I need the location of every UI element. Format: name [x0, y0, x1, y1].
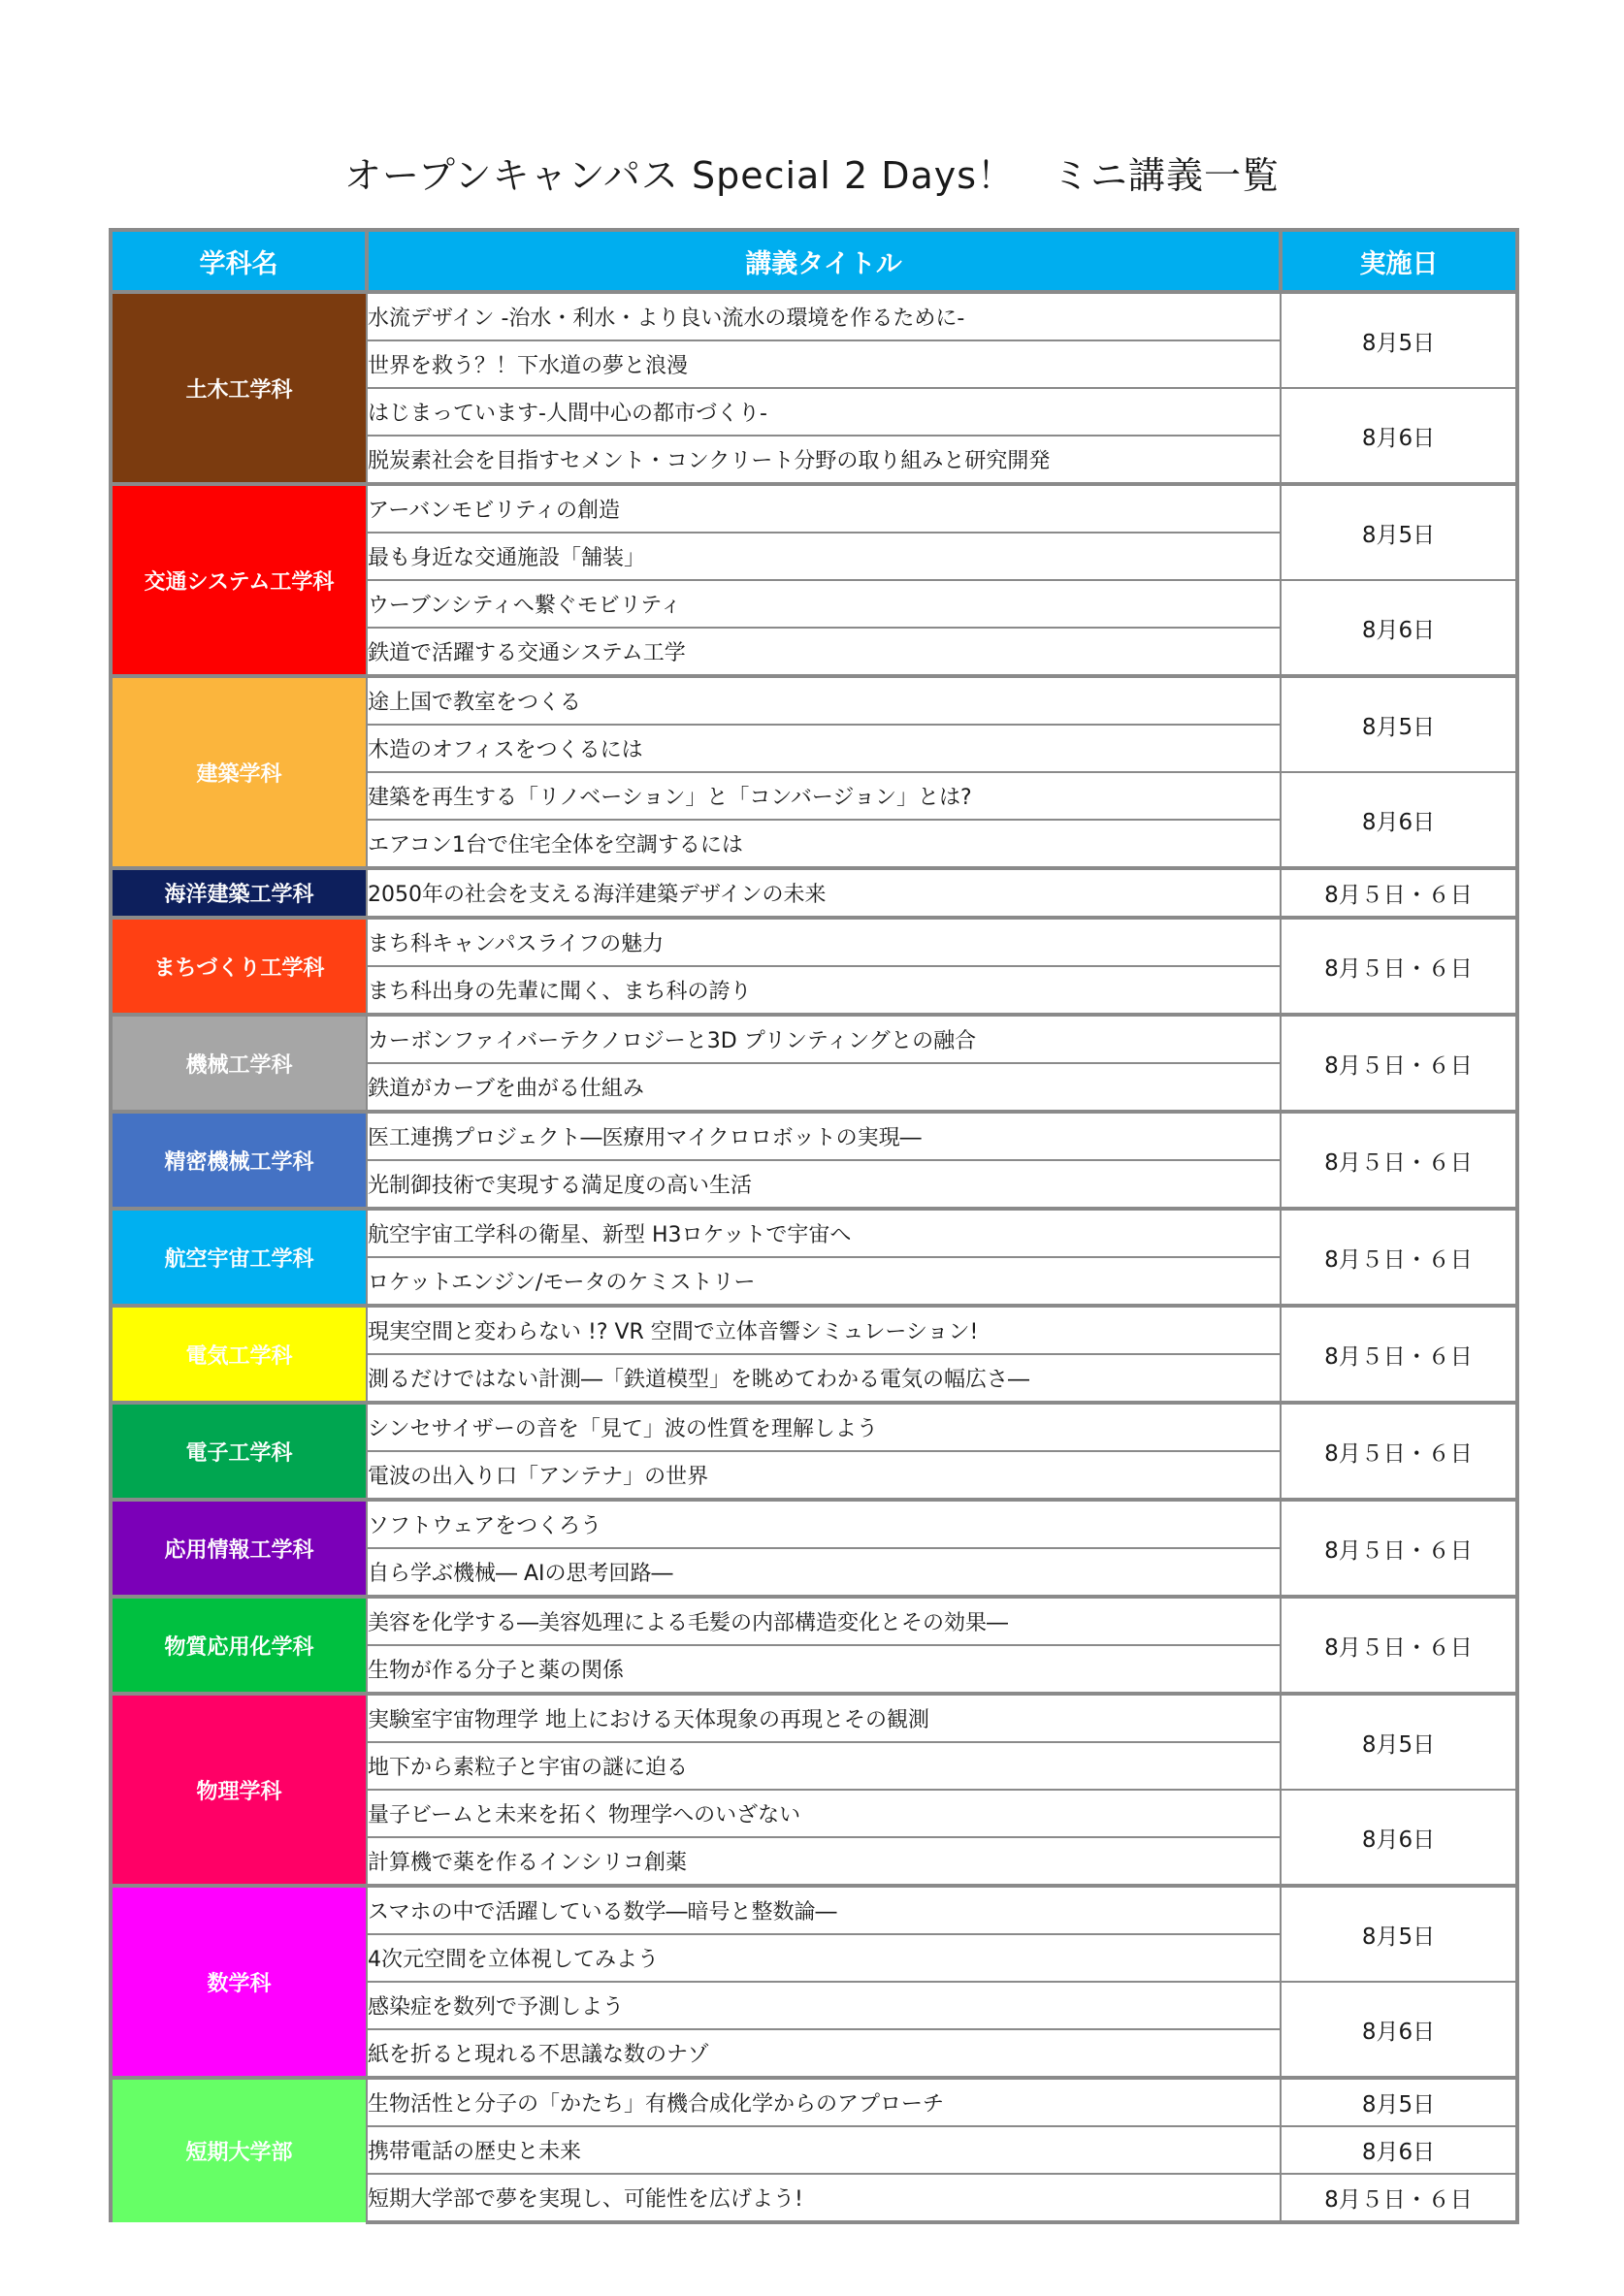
lecture-title-cell: 携帯電話の歴史と未来: [367, 2126, 1281, 2174]
date-cell: 8月５日・６日: [1281, 1403, 1517, 1500]
department-cell: 機械工学科: [111, 1015, 367, 1112]
date-cell: 8月５日・６日: [1281, 1500, 1517, 1597]
table-row: [111, 918, 1517, 966]
department-cell: 数学科: [111, 1886, 367, 2078]
lecture-title-cell: シンセサイザーの音を「見て」波の性質を理解しよう: [367, 1403, 1281, 1451]
table-row: [111, 484, 1517, 533]
lecture-title-cell: 水流デザイン -治水・利水・より良い流水の環境を作るために-: [367, 292, 1281, 340]
lecture-title-cell: 自ら学ぶ機械― AIの思考回路―: [367, 1548, 1281, 1597]
lecture-title-cell: 世界を救う？！下水道の夢と浪漫: [367, 340, 1281, 388]
lecture-title-cell: ソフトウェアをつくろう: [367, 1500, 1281, 1548]
lecture-title-cell: 脱炭素社会を目指すセメント・コンクリート分野の取り組みと研究開発: [367, 436, 1281, 484]
lecture-title-cell: 光制御技術で実現する満足度の高い生活: [367, 1160, 1281, 1209]
lecture-table: [109, 228, 1519, 2224]
lecture-title-cell: 計算機で薬を作るインシリコ創薬: [367, 1837, 1281, 1886]
date-cell: 8月５日・６日: [1281, 918, 1517, 1015]
lecture-title-cell: まち科出身の先輩に聞く、まち科の誇り: [367, 966, 1281, 1015]
lecture-title-cell: まち科キャンパスライフの魅力: [367, 918, 1281, 966]
header-department: 学科名: [111, 230, 367, 292]
table-row: [111, 1306, 1517, 1354]
date-cell: 8月5日: [1281, 484, 1517, 580]
department-cell: 建築学科: [111, 676, 367, 868]
department-cell: 応用情報工学科: [111, 1500, 367, 1597]
date-cell: 8月５日・６日: [1281, 1112, 1517, 1209]
lecture-title-cell: 鉄道で活躍する交通システム工学: [367, 628, 1281, 676]
page-title: オープンキャンパス Special 2 Days！ ミニ講義一覧: [343, 154, 1281, 197]
lecture-title-cell: ウーブンシティへ繋ぐモビリティ: [367, 580, 1281, 628]
department-cell: 電子工学科: [111, 1403, 367, 1500]
lecture-title-cell: 測るだけではない計測―「鉄道模型」を眺めてわかる電気の幅広さ―: [367, 1354, 1281, 1403]
date-cell: 8月５日・６日: [1281, 868, 1517, 918]
table-row: [111, 1209, 1517, 1257]
table-row: [111, 1886, 1517, 1934]
lecture-title-cell: 生物が作る分子と薬の関係: [367, 1645, 1281, 1694]
lecture-title-cell: 4次元空間を立体視してみよう: [367, 1934, 1281, 1982]
table-row: [111, 292, 1517, 340]
department-cell: まちづくり工学科: [111, 918, 367, 1015]
lecture-title-cell: 実験室宇宙物理学 地上における天体現象の再現とその観測: [367, 1694, 1281, 1742]
lecture-title-cell: 航空宇宙工学科の衛星、新型 H3ロケットで宇宙へ: [367, 1209, 1281, 1257]
table-row: [111, 1112, 1517, 1160]
lecture-title-cell: ロケットエンジン/モータのケミストリー: [367, 1257, 1281, 1306]
lecture-title-cell: 途上国で教室をつくる: [367, 676, 1281, 725]
table-row: [111, 1015, 1517, 1063]
lecture-title-cell: 紙を折ると現れる不思議な数のナゾ: [367, 2029, 1281, 2078]
lecture-title-cell: 医工連携プロジェクト―医療用マイクロロボットの実現―: [367, 1112, 1281, 1160]
table-header-row: [111, 230, 1517, 292]
department-cell: 電気工学科: [111, 1306, 367, 1403]
date-cell: 8月6日: [1281, 2126, 1517, 2174]
lecture-title-cell: 電波の出入り口「アンテナ」の世界: [367, 1451, 1281, 1500]
department-cell: 交通システム工学科: [111, 484, 367, 676]
lecture-title-cell: 建築を再生する「リノベーション」と「コンバージョン」とは?: [367, 772, 1281, 820]
date-cell: 8月6日: [1281, 772, 1517, 868]
header-lecture-title: 講義タイトル: [367, 230, 1281, 292]
department-cell: 物理学科: [111, 1694, 367, 1886]
table-row: [111, 1597, 1517, 1645]
date-cell: 8月6日: [1281, 1790, 1517, 1886]
table-row: [111, 1694, 1517, 1742]
lecture-title-cell: はじまっています-人間中心の都市づくり-: [367, 388, 1281, 436]
date-cell: 8月5日: [1281, 2078, 1517, 2126]
date-cell: 8月5日: [1281, 1694, 1517, 1790]
lecture-title-cell: 生物活性と分子の「かたち」有機合成化学からのアプローチ: [367, 2078, 1281, 2126]
lecture-title-cell: カーボンファイバーテクノロジーと3D プリンティングとの融合: [367, 1015, 1281, 1063]
lecture-title-cell: 美容を化学する―美容処理による毛髪の内部構造変化とその効果―: [367, 1597, 1281, 1645]
lecture-title-cell: アーバンモビリティの創造: [367, 484, 1281, 533]
lecture-title-cell: 木造のオフィスをつくるには: [367, 725, 1281, 772]
table-row: [111, 2078, 1517, 2126]
department-cell: 物質応用化学科: [111, 1597, 367, 1694]
table-row: [111, 868, 1517, 918]
department-cell: 精密機械工学科: [111, 1112, 367, 1209]
date-cell: 8月5日: [1281, 676, 1517, 772]
header-date: 実施日: [1281, 230, 1517, 292]
date-cell: 8月５日・６日: [1281, 1306, 1517, 1403]
lecture-title-cell: 2050年の社会を支える海洋建築デザインの未来: [367, 868, 1281, 918]
date-cell: 8月５日・６日: [1281, 2174, 1517, 2222]
table-row: [111, 1500, 1517, 1548]
lecture-title-cell: 現実空間と変わらない !? VR 空間で立体音響シミュレーション!: [367, 1306, 1281, 1354]
department-cell: 海洋建築工学科: [111, 868, 367, 918]
date-cell: 8月５日・６日: [1281, 1597, 1517, 1694]
table-row: [111, 1403, 1517, 1451]
lecture-title-cell: 短期大学部で夢を実現し、可能性を広げよう!: [367, 2174, 1281, 2222]
lecture-table-body: [111, 292, 1517, 2222]
date-cell: 8月5日: [1281, 292, 1517, 388]
department-cell: 航空宇宙工学科: [111, 1209, 367, 1306]
department-cell: 短期大学部: [111, 2078, 367, 2222]
date-cell: 8月5日: [1281, 1886, 1517, 1982]
lecture-title-cell: 量子ビームと未来を拓く 物理学へのいざない: [367, 1790, 1281, 1837]
lecture-title-cell: 鉄道がカーブを曲がる仕組み: [367, 1063, 1281, 1112]
lecture-title-cell: スマホの中で活躍している数学―暗号と整数論―: [367, 1886, 1281, 1934]
lecture-title-cell: 地下から素粒子と宇宙の謎に迫る: [367, 1742, 1281, 1790]
lecture-title-cell: 感染症を数列で予測しよう: [367, 1982, 1281, 2029]
lecture-title-cell: 最も身近な交通施設「舗装」: [367, 533, 1281, 580]
date-cell: 8月6日: [1281, 388, 1517, 484]
table-row: [111, 676, 1517, 725]
lecture-title-cell: エアコン1台で住宅全体を空調するには: [367, 820, 1281, 868]
department-cell: 土木工学科: [111, 292, 367, 484]
date-cell: 8月6日: [1281, 1982, 1517, 2078]
date-cell: 8月6日: [1281, 580, 1517, 676]
date-cell: 8月５日・６日: [1281, 1209, 1517, 1306]
date-cell: 8月５日・６日: [1281, 1015, 1517, 1112]
